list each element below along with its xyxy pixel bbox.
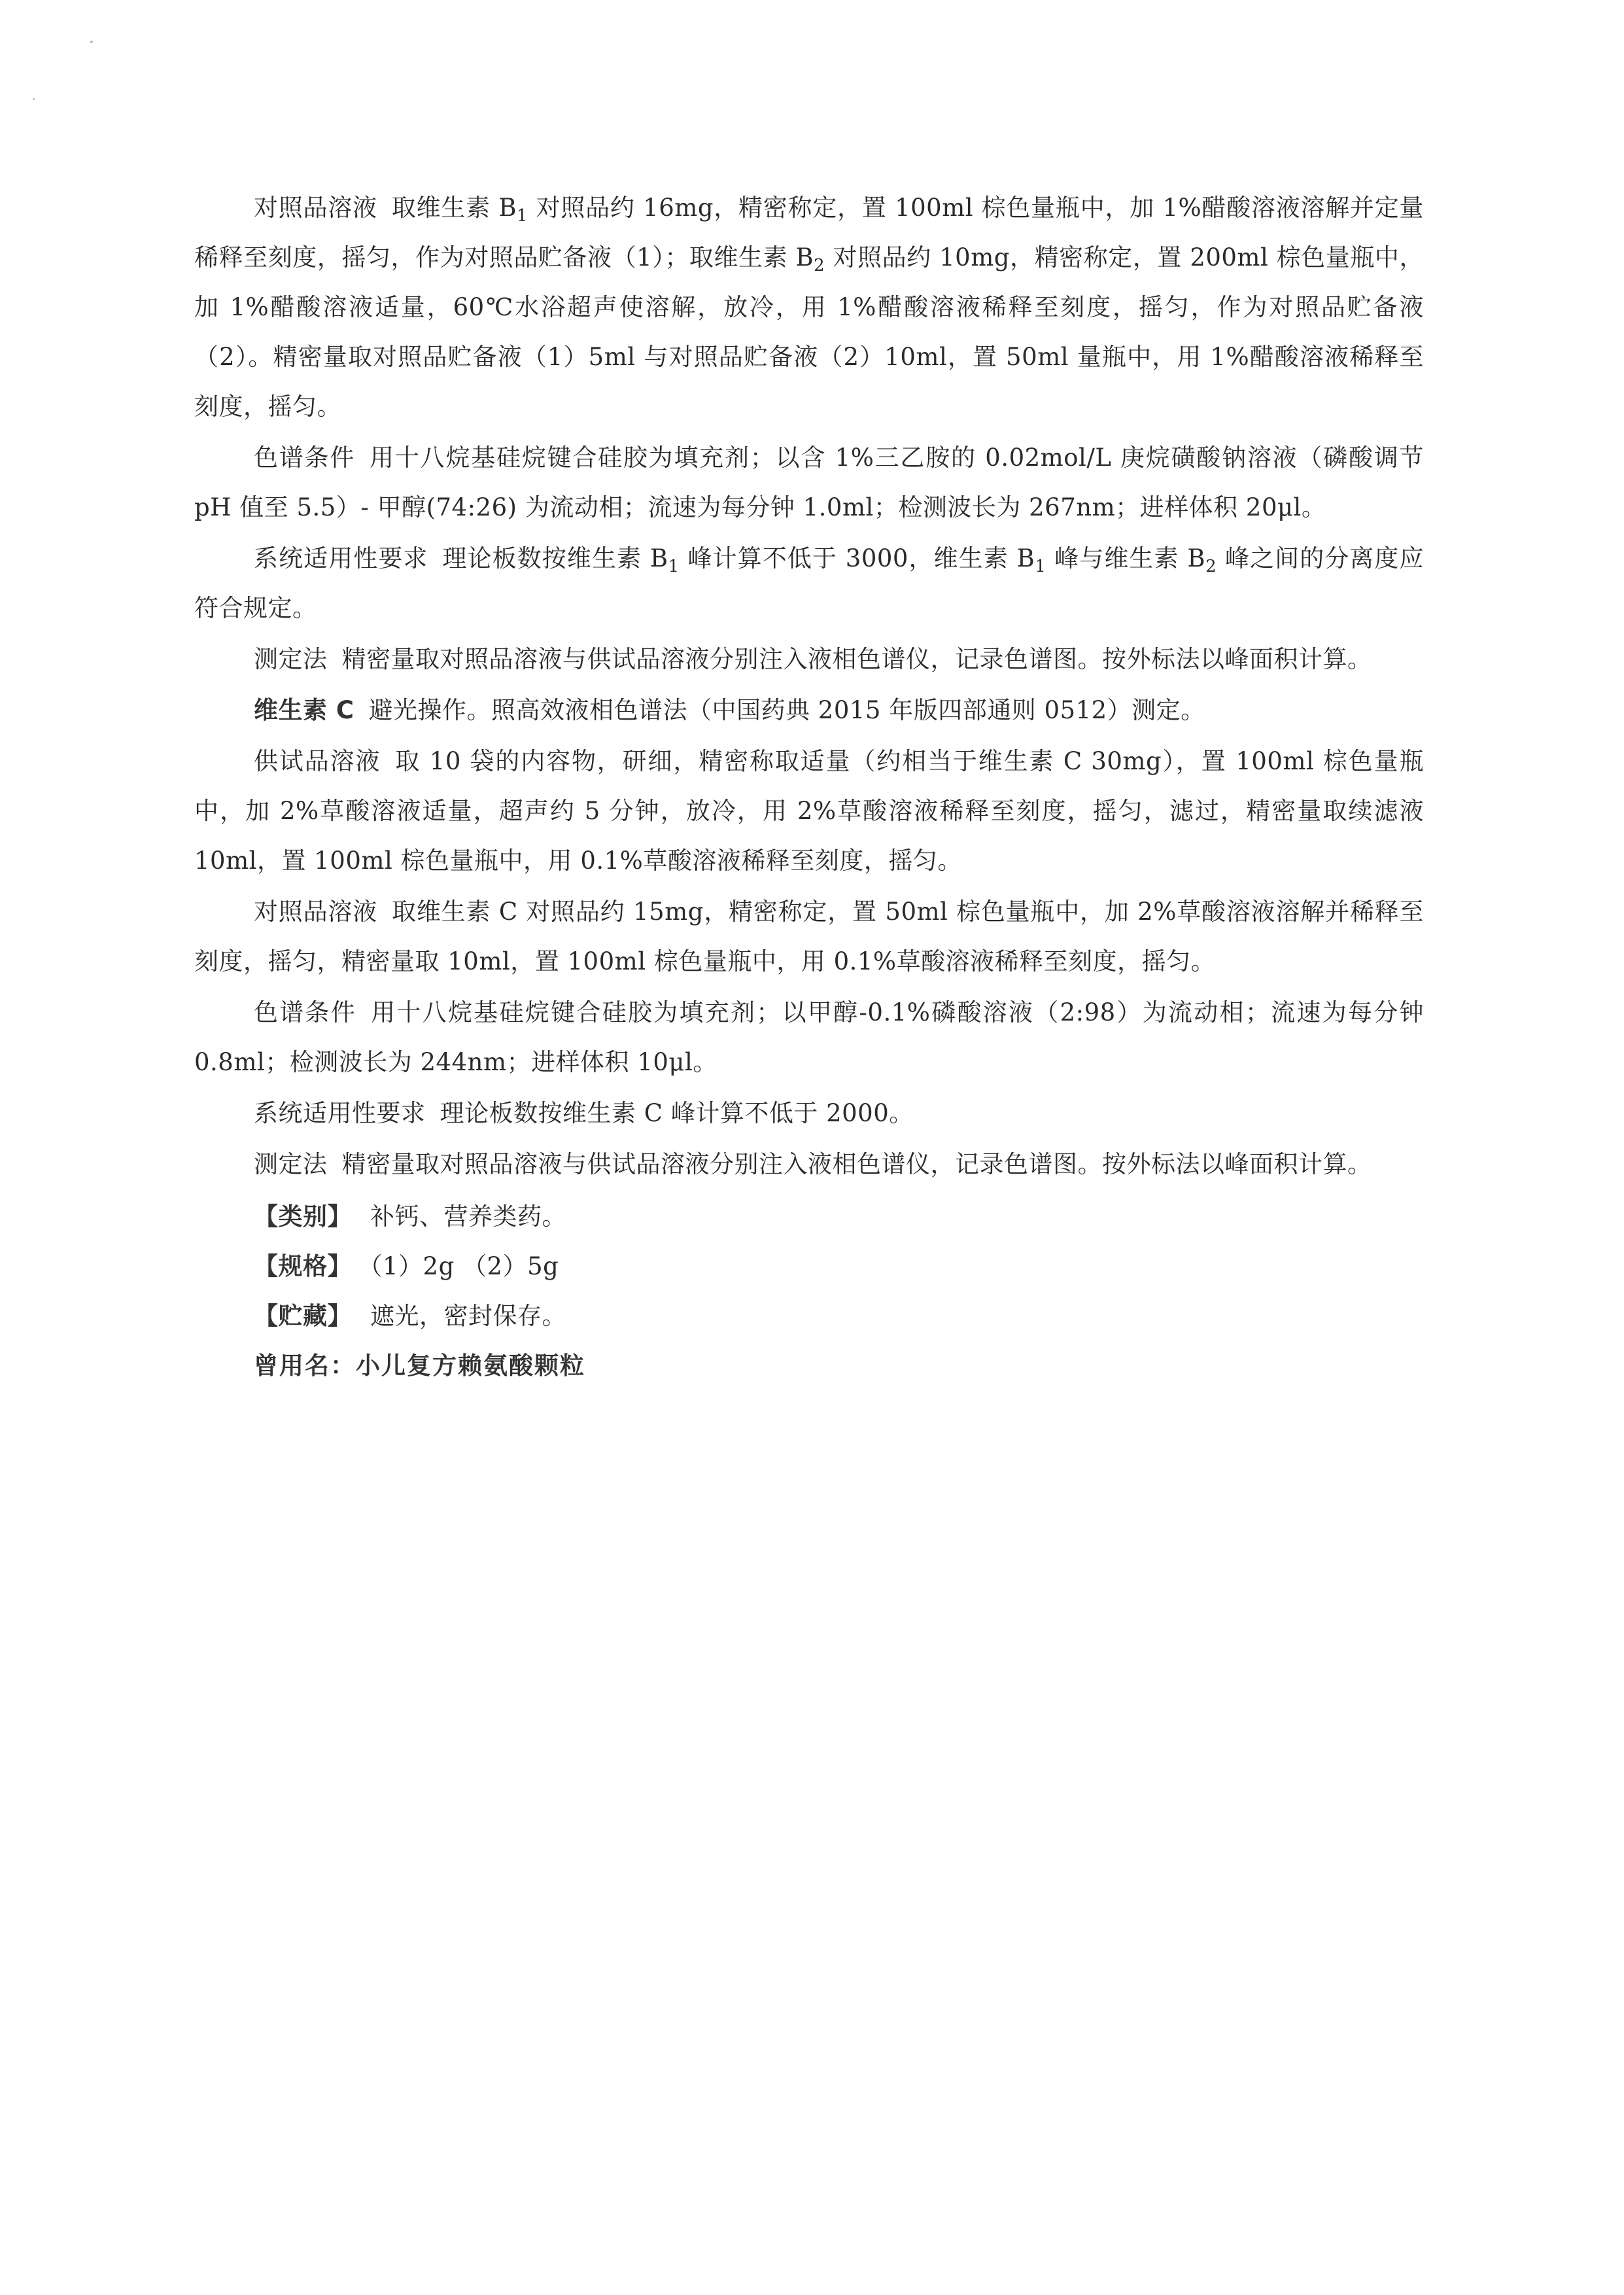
- meta-specification: [194, 1242, 1424, 1291]
- paragraph-lead: 色谱条件: [254, 444, 356, 472]
- paragraph-lead: 系统适用性要求: [254, 1099, 426, 1127]
- meta-category: [194, 1192, 1424, 1242]
- document-body: [194, 183, 1424, 1391]
- paragraph-lead: 测定法: [254, 1150, 328, 1178]
- paragraph: [194, 887, 1424, 987]
- paragraph-text: 取维生素 B: [391, 194, 517, 222]
- meta-value-specification: （1）2g （2）5g: [370, 1252, 559, 1280]
- paragraph-text: 对照品约 10mg，精密称定，置 200ml 棕色量瓶中，加 1%醋酸溶液适量，60℃水浴超声使溶解，放冷，用 1%醋酸溶液稀释至刻度，摇匀，作为对照品贮备液（2）。精密量取对照品贮备液（1）5ml 与对照品贮备液（2）10ml，置 50ml 量瓶中，用 1%醋酸溶液稀释至刻度，摇匀。: [194, 243, 1425, 421]
- metadata-section: [194, 1192, 1424, 1391]
- paragraph: [194, 433, 1424, 533]
- paragraph-lead: 对照品溶液: [254, 194, 377, 222]
- paragraph-text: 峰计算不低于 3000，维生素 B: [679, 544, 1035, 572]
- paragraph: [194, 1140, 1424, 1189]
- subscript: 2: [814, 256, 825, 275]
- meta-label-storage: 【贮藏】: [254, 1302, 352, 1330]
- paragraph-text: 用十八烷基硅烷键合硅胶为填充剂；以甲醇-0.1%磷酸溶液（2:98）为流动相；流速为每分钟 0.8ml；检测波长为 244nm；进样体积 10μl。: [194, 998, 1425, 1076]
- subscript: 1: [1035, 557, 1046, 576]
- paragraph-text: 理论板数按维生素 C 峰计算不低于 2000。: [440, 1099, 914, 1127]
- former-name: 曾用名：小儿复方赖氨酸颗粒: [254, 1352, 585, 1380]
- paragraph-text: 用十八烷基硅烷键合硅胶为填充剂；以含 1%三乙胺的 0.02mol/L 庚烷磺酸钠溶液（磷酸调节 pH 值至 5.5）- 甲醇(74:26) 为流动相；流速为每分钟 1.0ml；检测波长为 267nm；进样体积 20μl。: [194, 444, 1425, 521]
- paragraph-lead: 测定法: [254, 645, 328, 673]
- subscript: 1: [517, 206, 528, 226]
- meta-value-category: 补钙、营养类药。: [370, 1202, 566, 1231]
- paragraph-list: [194, 183, 1424, 1189]
- paragraph-lead: 对照品溶液: [254, 898, 378, 926]
- paragraph: [194, 635, 1424, 684]
- paragraph-lead: 色谱条件: [254, 998, 357, 1026]
- meta-label-category: 【类别】: [254, 1202, 352, 1231]
- subscript: 1: [668, 557, 680, 576]
- paragraph-lead: 系统适用性要求: [254, 544, 428, 572]
- paragraph: [194, 1089, 1424, 1138]
- paragraph-text: 取维生素 C 对照品约 15mg，精密称定，置 50ml 棕色量瓶中，加 2%草酸溶液溶解并稀释至刻度，摇匀，精密量取 10ml，置 100ml 棕色量瓶中，用 0.1%草酸溶液稀释至刻度，摇匀。: [194, 898, 1424, 975]
- meta-value-storage: 遮光，密封保存。: [370, 1302, 566, 1330]
- paragraph-text: 精密量取对照品溶液与供试品溶液分别注入液相色谱仪，记录色谱图。按外标法以峰面积计算。: [341, 1150, 1372, 1178]
- scan-speck: [33, 98, 35, 100]
- paragraph-text: 峰与维生素 B: [1046, 544, 1206, 572]
- paragraph: [194, 686, 1424, 735]
- paragraph: [194, 534, 1424, 633]
- meta-storage: [194, 1291, 1424, 1341]
- scan-speck: [90, 41, 93, 43]
- paragraph-text: 理论板数按维生素 B: [442, 544, 668, 572]
- subscript: 2: [1205, 557, 1217, 576]
- paragraph: [194, 737, 1424, 886]
- paragraph-lead: 供试品溶液: [254, 747, 381, 775]
- meta-label-specification: 【规格】: [254, 1252, 352, 1280]
- paragraph-text: 取 10 袋的内容物，研细，精密称取适量（约相当于维生素 C 30mg），置 100ml 棕色量瓶中，加 2%草酸溶液适量，超声约 5 分钟，放冷，用 2%草酸溶液稀释至刻度，摇匀，滤过，精密量取续滤液 10ml，置 100ml 棕色量瓶中，用 0.1%草酸溶液稀释至刻度，摇匀。: [194, 747, 1424, 875]
- paragraph-text: 避光操作。照高效液相色谱法（中国药典 2015 年版四部通则 0512）测定。: [368, 696, 1205, 724]
- paragraph-text: 精密量取对照品溶液与供试品溶液分别注入液相色谱仪，记录色谱图。按外标法以峰面积计算。: [341, 645, 1372, 673]
- paragraph: [194, 183, 1424, 432]
- paragraph-lead: 维生素 C: [254, 696, 354, 724]
- paragraph: [194, 988, 1424, 1087]
- paragraph-text: 峰之间的分离度应符合规定。: [194, 544, 1425, 622]
- paragraph-text: 对照品约 16mg，精密称定，置 100ml 棕色量瓶中，加 1%醋酸溶液溶解并定量稀释至刻度，摇匀，作为对照品贮备液（1）；取维生素 B: [194, 194, 1425, 272]
